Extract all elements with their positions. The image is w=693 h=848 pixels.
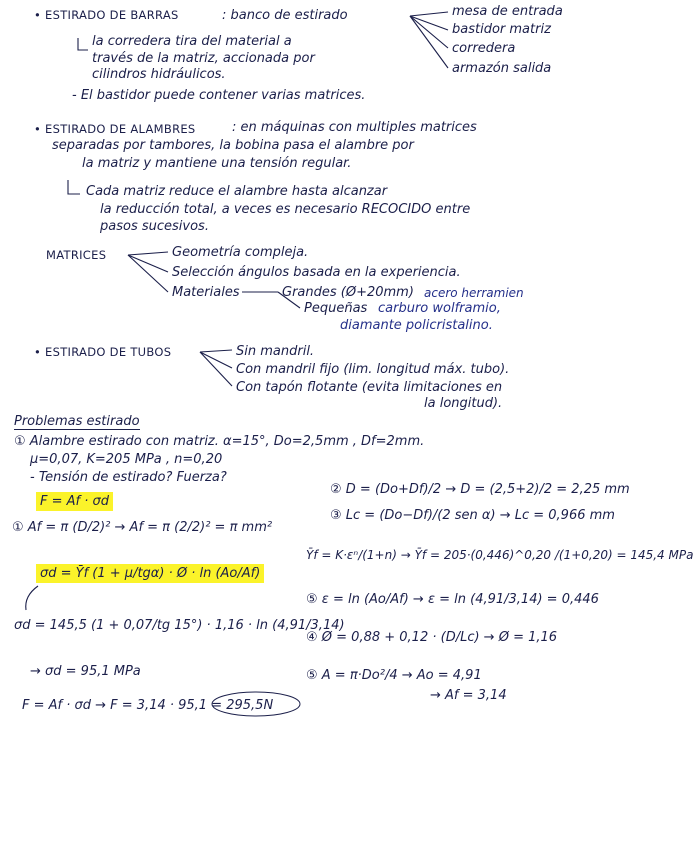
resultado-fuerza: F = Af · σd → F = 3,14 · 95,1 = 295,5N <box>22 698 274 713</box>
barras-line-3: cilindros hidráulicos. <box>92 67 226 82</box>
matrices-grandes: Grandes (Ø+20mm) <box>282 285 414 300</box>
tubos-tapon-flotante-2: la longitud). <box>424 396 503 411</box>
resultado-tension: → σd = 95,1 MPa <box>30 664 141 679</box>
alambres-line-1: : en máquinas con multiples matrices <box>232 120 477 135</box>
barras-line-4: - El bastidor puede contener varias matrices. <box>72 88 366 103</box>
paso-diametro-medio: ② D = (Do+Df)/2 → D = (2,5+2)/2 = 2,25 mm <box>330 482 630 497</box>
barras-part-2: bastidor matriz <box>452 22 551 37</box>
paso-sustitucion: σd = 145,5 (1 + 0,07/tg 15°) · 1,16 · ln (4,91/3,14) <box>14 618 345 633</box>
paso-deformacion: ⑤ ε = ln (Ao/Af) → ε = ln (4,91/3,14) = 0,446 <box>306 592 599 607</box>
alambres-line-3: la matriz y mantiene una tensión regular. <box>82 156 352 171</box>
matrices-pequenas: Pequeñas <box>304 301 368 316</box>
matrices-pequenas-material-2: diamante policristalino. <box>340 318 493 333</box>
fuerza-formula: F = Af · σd <box>36 492 113 511</box>
problemas-title: Problemas estirado <box>14 414 140 429</box>
barras-part-3: corredera <box>452 41 516 56</box>
paso-areas: ⑤ A = π·Do²/4 → Ao = 4,91 <box>306 668 482 683</box>
problema-1-pregunta: - Tensión de estirado? Fuerza? <box>30 470 227 485</box>
paso-areas-af: → Af = 3,14 <box>430 688 507 703</box>
alambres-title: • ESTIRADO DE ALAMBRES <box>34 122 196 137</box>
paso-area-final: ① Af = π (D/2)² → Af = π (2/2)² = π mm² <box>12 520 273 535</box>
matrices-grandes-material: acero herramien <box>424 286 524 300</box>
problema-1-enunciado: ① Alambre estirado con matriz. α=15°, Do=2,5mm , Df=2mm. <box>14 434 425 449</box>
barras-title: • ESTIRADO DE BARRAS <box>34 8 179 23</box>
paso-longitud-contacto: ③ Lc = (Do−Df)/(2 sen α) → Lc = 0,966 mm <box>330 508 615 523</box>
alambres-line-2: separadas por tambores, la bobina pasa el alambre por <box>52 138 414 153</box>
tubos-title: • ESTIRADO DE TUBOS <box>34 345 171 360</box>
matrices-geometria: Geometría compleja. <box>172 245 309 260</box>
matrices-label: MATRICES <box>46 248 107 262</box>
barras-def: : banco de estirado <box>222 8 348 23</box>
paso-factor-phi: ④ Ø = 0,88 + 0,12 · (D/Lc) → Ø = 1,16 <box>306 630 558 645</box>
barras-part-4: armazón salida <box>452 61 552 76</box>
tension-estirado-formula: σd = Ȳf (1 + μ/tgα) · Ø · ln (Ao/Af) <box>36 564 264 583</box>
tubos-tapon-flotante: Con tapón flotante (evita limitaciones en <box>236 380 503 395</box>
alambres-line-5: la reducción total, a veces es necesario RECOCIDO entre <box>100 202 471 217</box>
alambres-line-6: pasos sucesivos. <box>100 219 209 234</box>
tubos-sin-mandril: Sin mandril. <box>236 344 315 359</box>
barras-line-1: la corredera tira del material a <box>92 34 292 49</box>
matrices-pequenas-material-1: carburo wolframio, <box>378 301 501 316</box>
tubos-mandril-fijo: Con mandril fijo (lim. longitud máx. tubo). <box>236 362 510 377</box>
alambres-line-4: Cada matriz reduce el alambre hasta alcanzar <box>86 184 388 199</box>
matrices-seleccion: Selección ángulos basada en la experiencia. <box>172 265 461 280</box>
matrices-materiales: Materiales <box>172 285 240 300</box>
barras-part-1: mesa de entrada <box>452 4 563 19</box>
barras-line-2: través de la matriz, accionada por <box>92 51 315 66</box>
paso-tension-fluencia: Ȳf = K·εⁿ/(1+n) → Ȳf = 205·(0,446)^0,20 /(1+0,20) = 145,4 MPa <box>306 548 693 562</box>
problema-1-datos: μ=0,07, K=205 MPa , n=0,20 <box>30 452 223 467</box>
